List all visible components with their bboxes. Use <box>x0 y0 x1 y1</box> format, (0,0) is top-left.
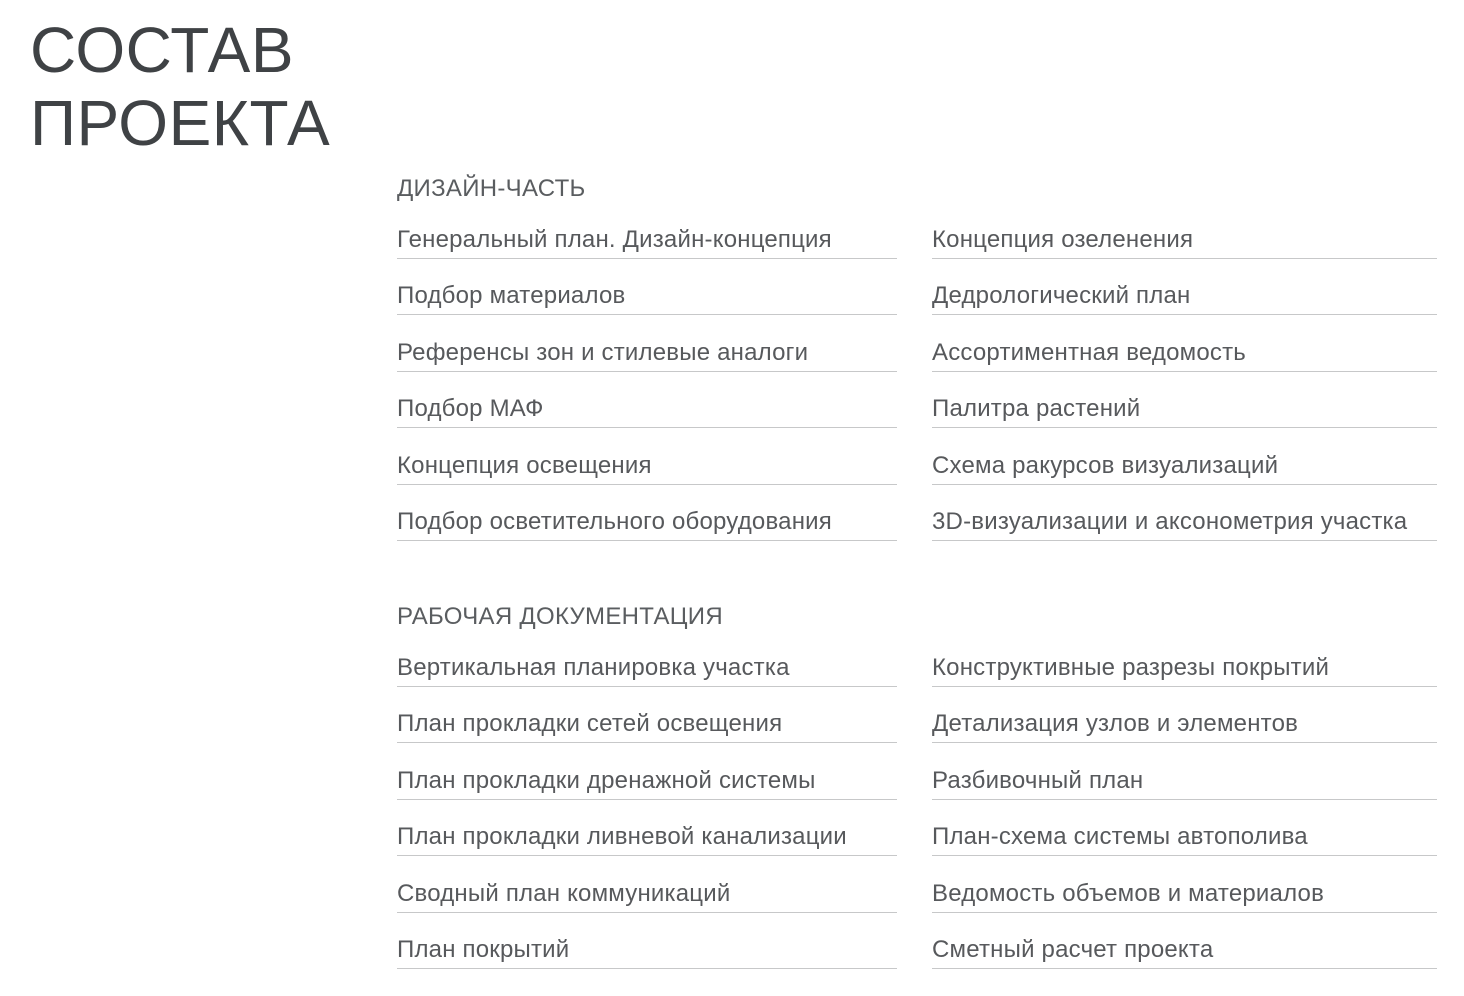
page-title <box>30 14 330 160</box>
list-item-label: Детализация узлов и элементов <box>932 710 1299 737</box>
list-item-label: Дедрологический план <box>932 282 1191 309</box>
list-item <box>397 315 897 372</box>
page-title-line-1: СОСТАВ <box>30 14 295 86</box>
list-item <box>932 687 1437 744</box>
list-item <box>397 428 897 485</box>
list-item-label: План прокладки дренажной системы <box>397 766 816 794</box>
section-docs-heading: РАБОЧАЯ ДОКУМЕНТАЦИЯ <box>397 603 723 630</box>
list-item <box>932 743 1437 800</box>
list-item <box>397 630 897 687</box>
list-item <box>397 485 897 542</box>
list-item <box>932 428 1437 485</box>
list-item-label: План прокладки ливневой канализации <box>397 823 847 850</box>
list-item <box>397 743 897 800</box>
list-item <box>397 913 897 970</box>
list-item <box>932 259 1437 316</box>
list-item-label: Референсы зон и стилевые аналоги <box>397 338 809 366</box>
list-item <box>932 800 1437 857</box>
list-item-label: 3D-визуализации и аксонометрия участка <box>932 508 1408 535</box>
section-docs-columns <box>397 630 1437 969</box>
section-docs-left-column <box>397 630 897 969</box>
list-item <box>932 202 1437 259</box>
list-item <box>397 202 897 259</box>
list-item-label: Конструктивные разрезы покрытий <box>932 653 1330 681</box>
list-item-label: План-схема системы автополива <box>932 823 1308 850</box>
list-item <box>397 856 897 913</box>
list-item <box>932 485 1437 542</box>
section-design-left-column <box>397 202 897 541</box>
list-item-label: Подбор осветительного оборудования <box>397 508 832 535</box>
list-item <box>932 372 1437 429</box>
list-item-label: Ведомость объемов и материалов <box>932 879 1325 907</box>
page-title-line-2: ПРОЕКТА <box>30 87 331 159</box>
list-item-label: Ассортиментная ведомость <box>932 338 1246 366</box>
list-item-label: Сметный расчет проекта <box>932 936 1214 963</box>
list-item-label: Сводный план коммуникаций <box>397 879 731 907</box>
section-design-columns <box>397 202 1437 541</box>
list-item-label: Подбор материалов <box>397 282 626 309</box>
section-design-right-column <box>932 202 1437 541</box>
list-item-label: Схема ракурсов визуализаций <box>932 451 1279 479</box>
section-design-part <box>397 176 1437 541</box>
list-item <box>932 913 1437 970</box>
list-item-label: Разбивочный план <box>932 766 1144 794</box>
list-item-label: Вертикальная планировка участка <box>397 653 790 681</box>
list-item-label: Концепция освещения <box>397 451 652 479</box>
list-item <box>397 800 897 857</box>
list-item-label: План прокладки сетей освещения <box>397 710 783 737</box>
list-item <box>397 259 897 316</box>
section-design-heading: ДИЗАЙН-ЧАСТЬ <box>397 175 586 202</box>
list-item <box>397 372 897 429</box>
list-item <box>397 687 897 744</box>
section-working-documentation <box>397 604 1437 969</box>
list-item-label: Палитра растений <box>932 395 1141 422</box>
list-item-label: План покрытий <box>397 936 570 963</box>
list-item-label: Подбор МАФ <box>397 395 544 422</box>
list-item <box>932 630 1437 687</box>
list-item-label: Концепция озеленения <box>932 225 1194 253</box>
list-item <box>932 856 1437 913</box>
list-item-label: Генеральный план. Дизайн-концепция <box>397 225 832 253</box>
list-item <box>932 315 1437 372</box>
section-docs-right-column <box>932 630 1437 969</box>
